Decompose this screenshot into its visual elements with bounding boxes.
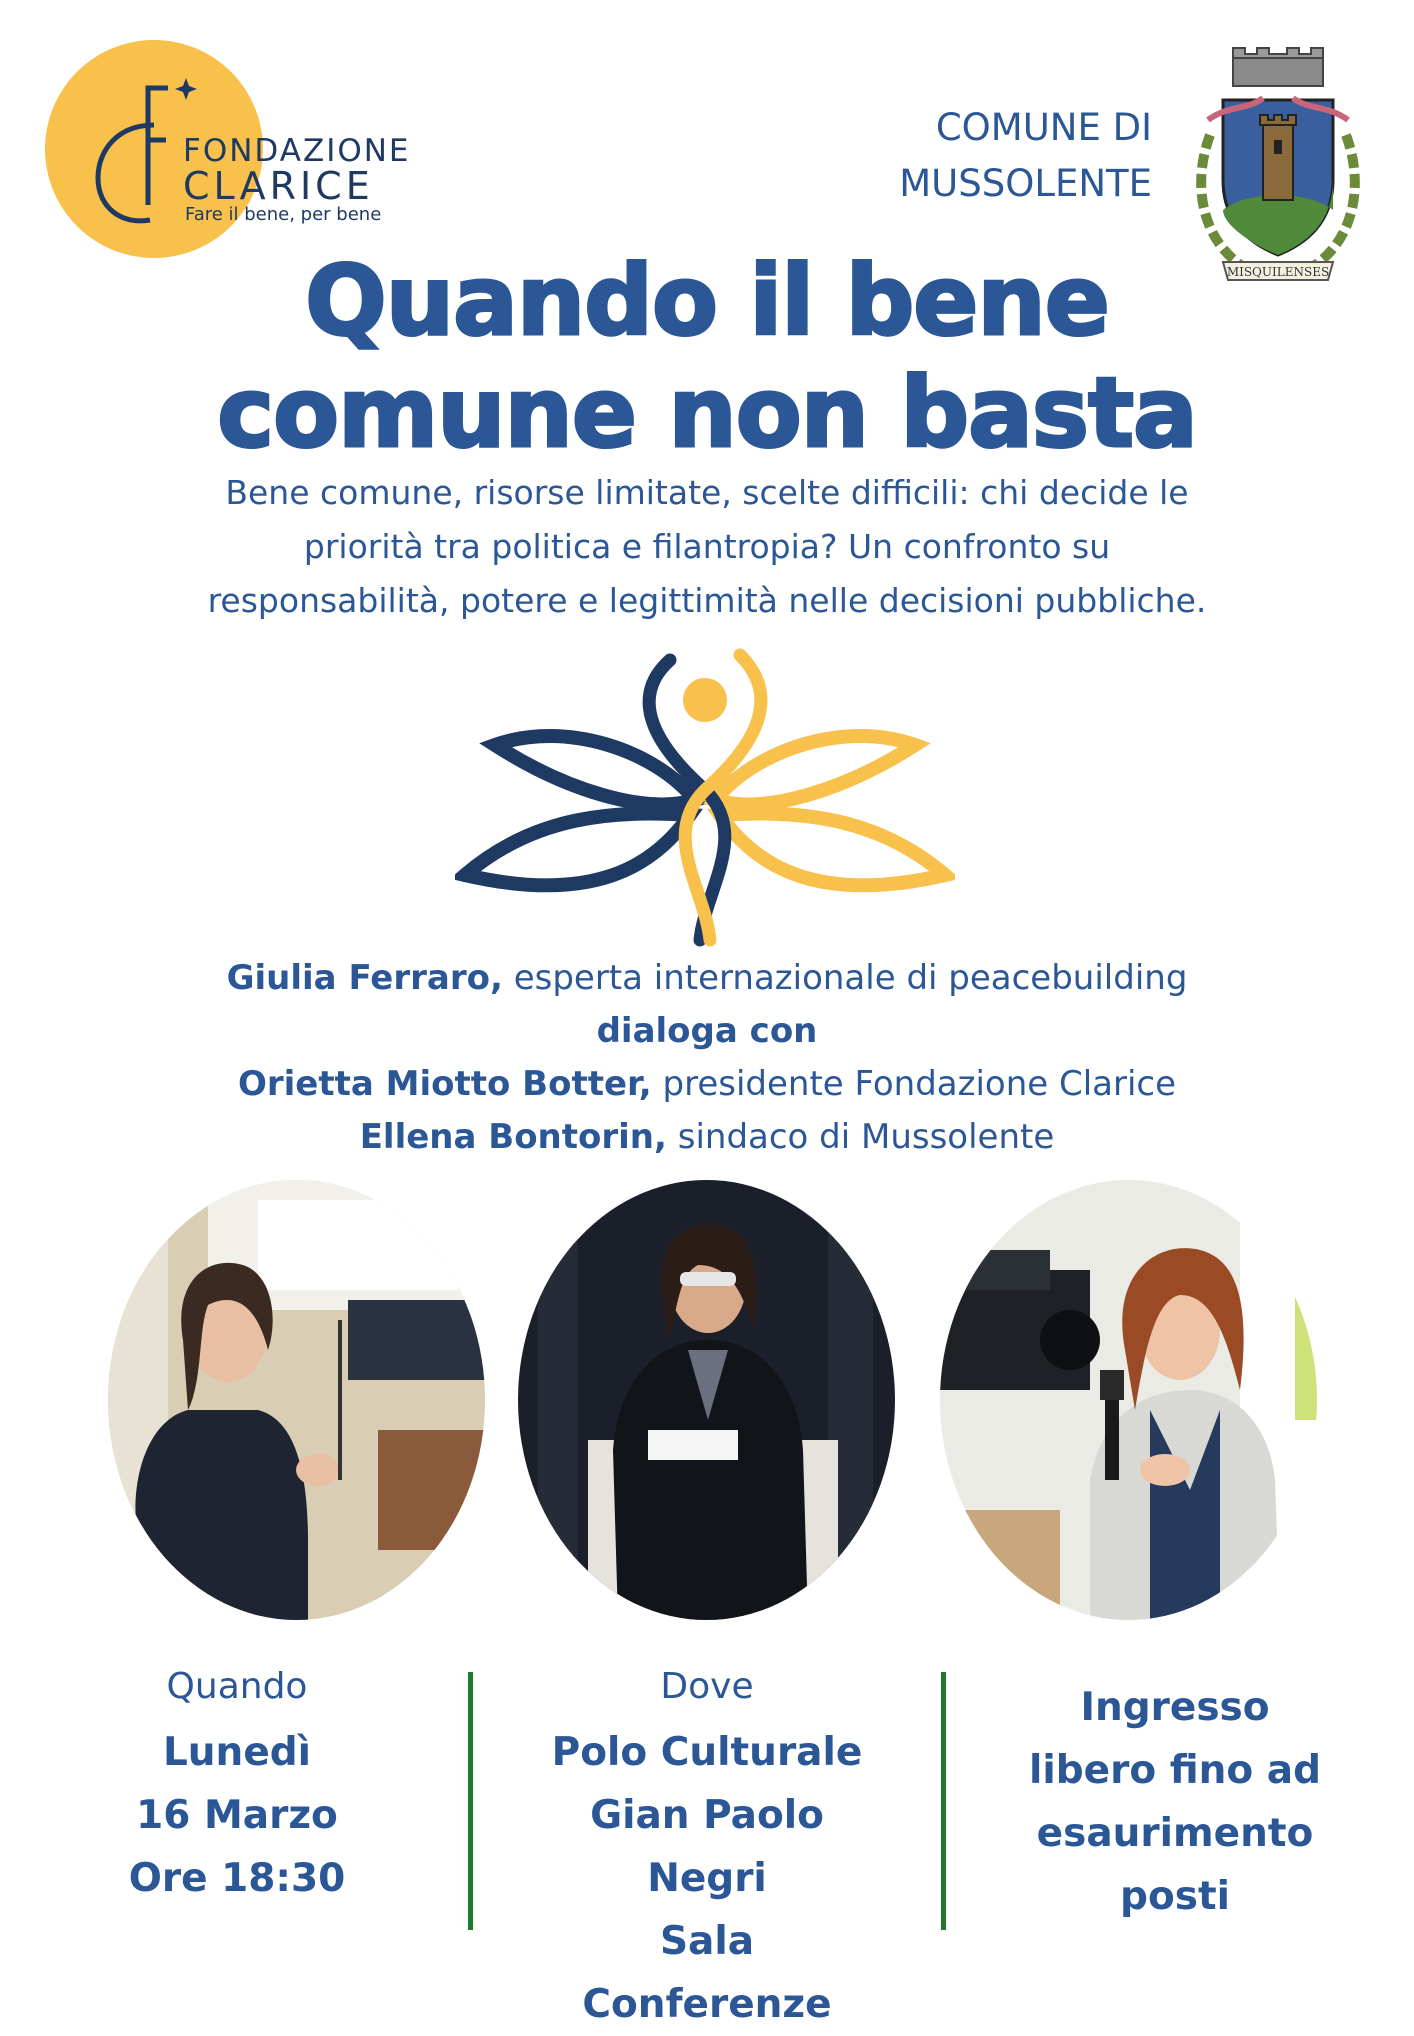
entry-line3: esaurimento — [1036, 1811, 1314, 1856]
guest1-name: Orietta Miotto Botter, — [237, 1064, 652, 1104]
municipality-name-line1: COMUNE DI — [935, 106, 1152, 149]
speaker-guest1 — [0, 1058, 1414, 1111]
entry-line2: libero fino ad — [1029, 1748, 1321, 1793]
entry-line1: Ingresso — [1080, 1685, 1270, 1730]
speaker-photo-orietta-miotto-botter — [518, 1180, 895, 1620]
moderator-role: esperta internazionale di peacebuilding — [502, 958, 1188, 998]
guest2-name: Ellena Bontorin, — [359, 1117, 667, 1157]
event-subtitle — [110, 466, 1304, 628]
event-title-line2: comune non basta — [217, 357, 1197, 469]
event-title — [0, 245, 1414, 469]
when-label: Quando — [166, 1666, 308, 1707]
speaker-photo-giulia-ferraro — [108, 1180, 485, 1620]
column-divider-right — [941, 1672, 946, 1930]
foundation-name-line2: CLARICE — [183, 164, 374, 208]
where-venue-name: Gian Paolo Negri — [590, 1793, 824, 1901]
event-subtitle-line1: Bene comune, risorse limitate, scelte difficili: chi decide le — [225, 473, 1189, 512]
entry-column — [1005, 1676, 1345, 1928]
guest1-role: presidente Fondazione Clarice — [651, 1064, 1177, 1104]
where-venue: Polo Culturale — [551, 1730, 863, 1775]
speaker-connector — [0, 1005, 1414, 1058]
municipality-name-line2: MUSSOLENTE — [899, 162, 1152, 205]
when-day: Lunedì — [162, 1730, 312, 1775]
speaker-photo-ellena-bontorin — [940, 1180, 1317, 1620]
when-column — [67, 1666, 407, 1910]
foundation-name-line1: FONDAZIONE — [183, 133, 411, 169]
lotus-emblem-icon — [455, 640, 955, 955]
column-divider-left — [468, 1672, 473, 1930]
where-label: Dove — [660, 1666, 754, 1707]
speaker-moderator — [0, 952, 1414, 1005]
event-subtitle-line2: priorità tra politica e filantropia? Un confronto su — [303, 527, 1111, 566]
event-subtitle-line3: responsabilità, potere e legittimità nelle decisioni pubbliche. — [207, 581, 1207, 620]
entry-line4: posti — [1120, 1874, 1230, 1919]
crest-motto: MISQUILENSES — [1226, 265, 1330, 279]
where-room: Sala Conferenze — [582, 1919, 832, 2027]
when-time: Ore 18:30 — [128, 1856, 346, 1901]
when-date: 16 Marzo — [136, 1793, 338, 1838]
guest2-role: sindaco di Mussolente — [666, 1117, 1055, 1157]
connector-text: dialoga con — [596, 1011, 818, 1051]
where-column — [537, 1666, 877, 2036]
moderator-name: Giulia Ferraro, — [226, 958, 503, 998]
foundation-tagline: Fare il bene, per bene — [185, 204, 382, 225]
speaker-guest2 — [0, 1111, 1414, 1164]
event-title-line1: Quando il bene — [305, 245, 1109, 357]
